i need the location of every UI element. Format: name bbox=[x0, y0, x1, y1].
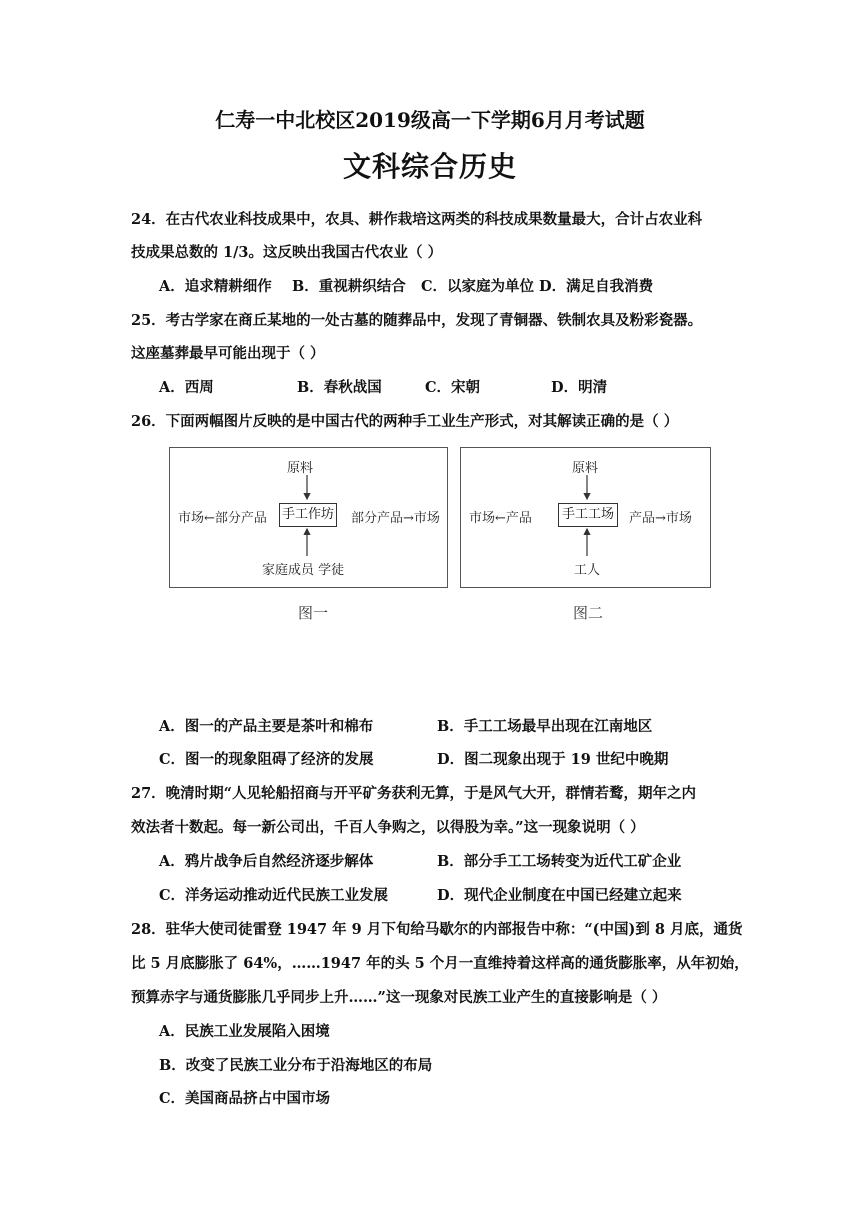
q24-option-d: D．满足自我消费 bbox=[539, 278, 654, 295]
q26-option-a: A．图一的产品主要是茶叶和棉布 bbox=[159, 718, 374, 735]
q25-stem-line1: 25．考古学家在商丘某地的一处古墓的随葬品中，发现了青铜器、铁制农具及粉彩瓷器。 bbox=[131, 312, 703, 329]
q24-stem-line2: 技成果总数的 1/3。这反映出我国古代农业（ ） bbox=[131, 244, 443, 261]
q27-option-a: A．鸦片战争后自然经济逐步解体 bbox=[159, 853, 374, 870]
q28-stem-line3: 预算赤字与通货膨胀几乎同步上升……”这一现象对民族工业产生的直接影响是（ ） bbox=[131, 989, 667, 1006]
fig1-center-box: 手工作坊 bbox=[279, 503, 337, 527]
q28-option-b: B．改变了民族工业分布于沿海地区的布局 bbox=[159, 1057, 433, 1074]
q24-option-a: A．追求精耕细作 bbox=[159, 278, 272, 295]
fig2-arrows bbox=[461, 448, 710, 587]
q26-option-c: C．图一的现象阻碍了经济的发展 bbox=[159, 751, 374, 768]
fig2-right-flow-label: 产品→市场 bbox=[629, 511, 692, 526]
q27-stem-line2: 效法者十数起。每一新公司出，千百人争购之，以得股为幸。”这一现象说明（ ） bbox=[131, 819, 645, 836]
q24-option-c: C．以家庭为单位 bbox=[421, 278, 535, 295]
q28-stem-line2: 比 5 月底膨胀了 64%，……1947 年的头 5 个月一直维持着这样高的通货膨胀率，从年初始， bbox=[131, 955, 749, 972]
q28-option-c: C．美国商品挤占中国市场 bbox=[159, 1090, 331, 1107]
figure-2-workshop-diagram bbox=[460, 447, 711, 588]
q24-option-b: B．重视耕织结合 bbox=[292, 278, 406, 295]
fig2-caption: 图二 bbox=[573, 604, 604, 622]
q25-option-a: A．西周 bbox=[159, 379, 214, 396]
fig1-left-flow-label: 市场←部分产品 bbox=[178, 511, 267, 526]
q27-option-d: D．现代企业制度在中国已经建立起来 bbox=[437, 887, 682, 904]
fig1-raw-material-label: 原料 bbox=[287, 461, 314, 476]
q27-stem-line1: 27．晚清时期“人见轮船招商与开平矿务获利无算，于是风气大开，群情若鹜，期年之内 bbox=[131, 785, 697, 802]
exam-subtitle: 文科综合历史 bbox=[342, 150, 517, 183]
fig2-left-flow-label: 市场←产品 bbox=[469, 511, 532, 526]
fig1-caption: 图一 bbox=[298, 604, 329, 622]
q26-option-d: D．图二现象出现于 19 世纪中晚期 bbox=[437, 751, 669, 768]
fig2-center-box: 手工工场 bbox=[558, 503, 618, 527]
q28-stem-line1: 28．驻华大使司徒雷登 1947 年 9 月下旬给马歇尔的内部报告中称：“(中国)到 8 月底，通货 bbox=[131, 921, 743, 938]
q25-stem-line2: 这座墓葬最早可能出现于（ ） bbox=[131, 345, 325, 362]
q26-option-b: B．手工工场最早出现在江南地区 bbox=[437, 718, 653, 735]
fig2-raw-material-label: 原料 bbox=[572, 461, 599, 476]
q25-option-d: D．明清 bbox=[551, 379, 608, 396]
q27-option-c: C．洋务运动推动近代民族工业发展 bbox=[159, 887, 389, 904]
q25-option-b: B．春秋战国 bbox=[297, 379, 382, 396]
q26-stem: 26．下面两幅图片反映的是中国古代的两种手工业生产形式，对其解读正确的是（ ） bbox=[131, 413, 679, 430]
fig1-right-flow-label: 部分产品→市场 bbox=[351, 511, 440, 526]
q24-stem-line1: 24．在古代农业科技成果中，农具、耕作栽培这两类的科技成果数量最大，合计占农业科 bbox=[131, 211, 703, 228]
q25-option-c: C．宋朝 bbox=[425, 379, 481, 396]
exam-title: 仁寿一中北校区2019级高一下学期6月月考试题 bbox=[215, 108, 645, 132]
fig2-labor-label: 工人 bbox=[574, 563, 601, 578]
q27-option-b: B．部分手工工场转变为近代工矿企业 bbox=[437, 853, 682, 870]
figure-1-workshop-diagram bbox=[169, 447, 448, 588]
fig1-labor-label: 家庭成员 学徒 bbox=[262, 563, 345, 578]
fig1-arrows bbox=[170, 448, 447, 587]
q28-option-a: A．民族工业发展陷入困境 bbox=[159, 1023, 330, 1040]
